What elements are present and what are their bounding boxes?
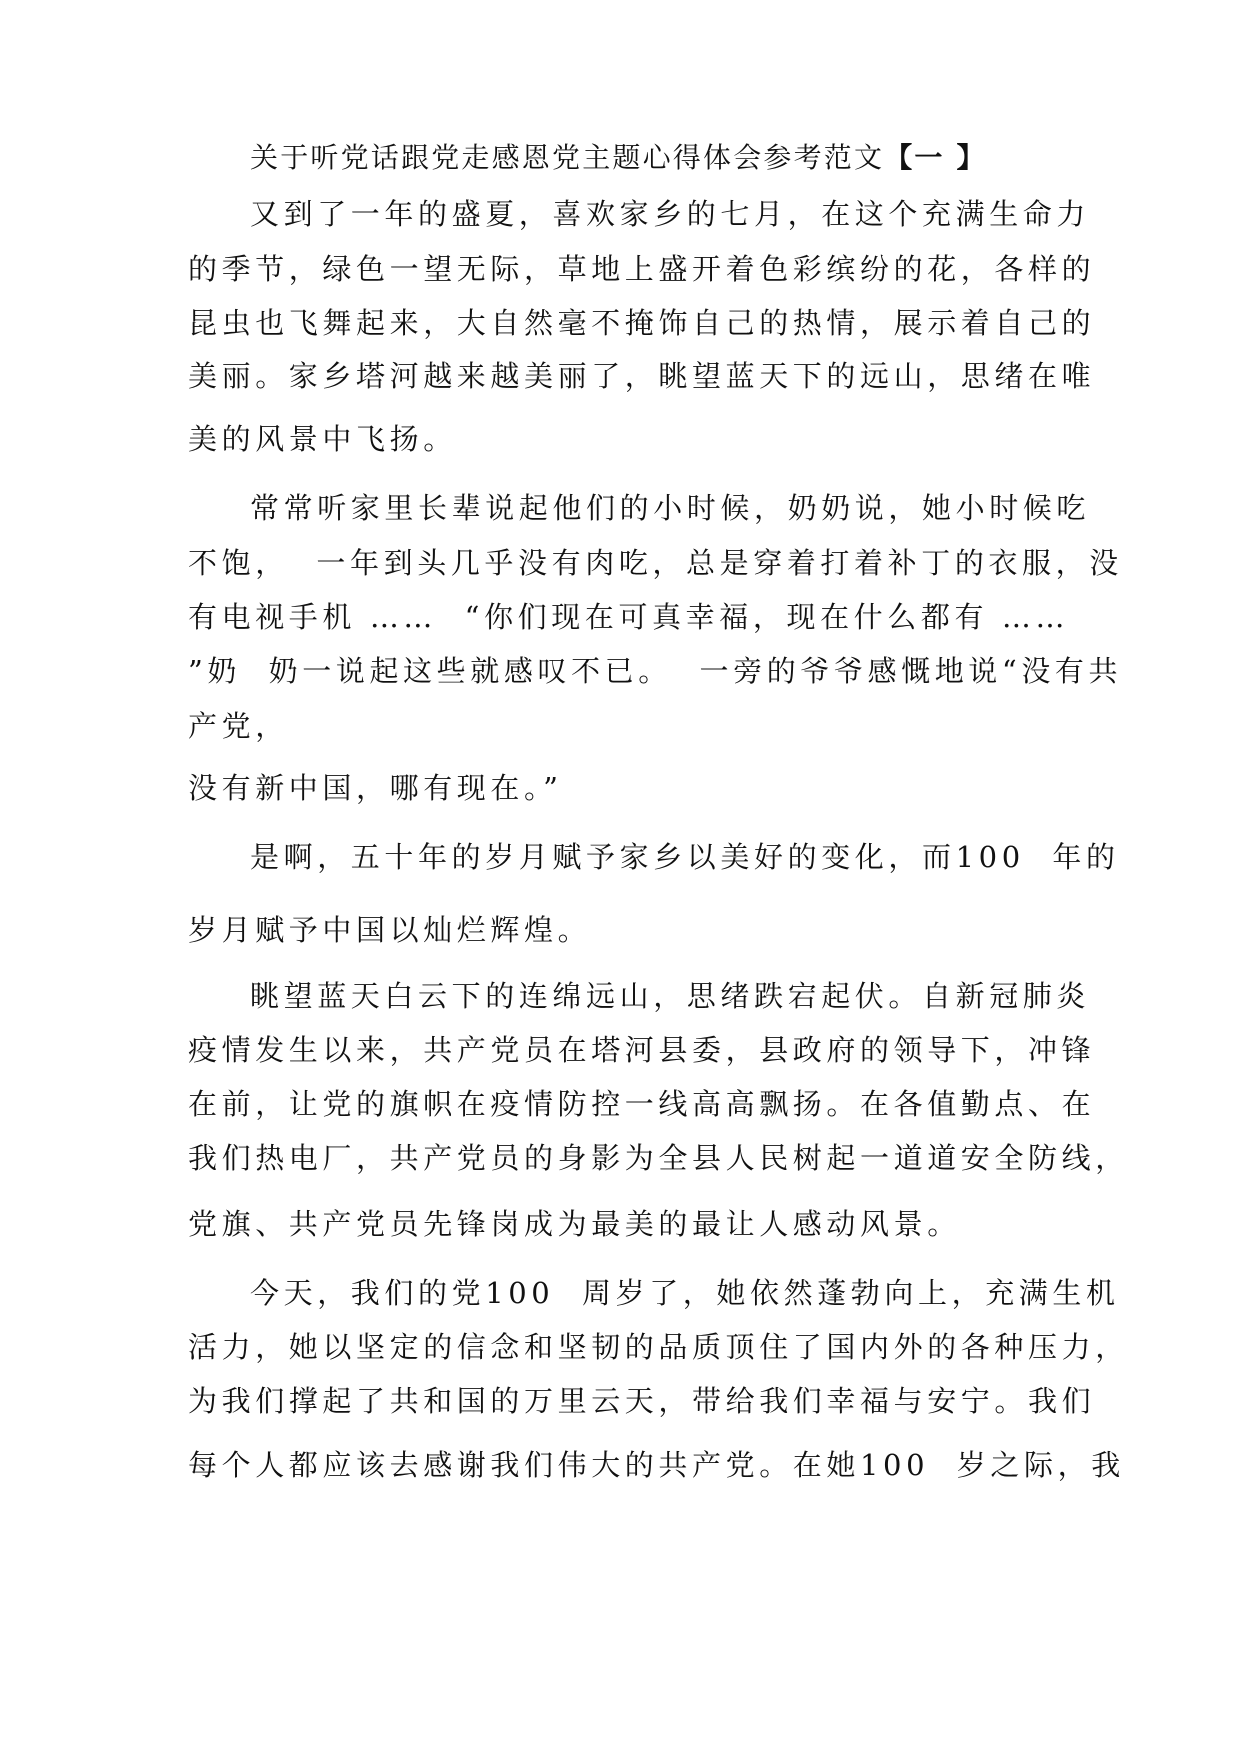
title-text: 关于听党话跟党走感恩党主题心得体会参考范文 — [250, 141, 885, 174]
paragraph-line: 是啊，五十年的岁月赋予家乡以美好的变化，而100 年的 — [250, 840, 1120, 874]
paragraph-line: 活力，她以坚定的信念和坚韧的品质顶住了国内外的各种压力， — [188, 1330, 1129, 1364]
paragraph-line: 常常听家里长辈说起他们的小时候，奶奶说，她小时候吃 — [250, 491, 1091, 525]
paragraph-line: ”奶 奶一说起这些就感叹不已。 一旁的爷爷感慨地说“没有共 — [188, 654, 1123, 688]
paragraph-line: 不饱， 一年到头几乎没有肉吃，总是穿着打着补丁的衣服，没 — [188, 546, 1123, 580]
paragraph-line: 我们热电厂，共产党员的身影为全县人民树起一道道安全防线， — [188, 1141, 1129, 1175]
paragraph-line: 每个人都应该去感谢我们伟大的共产党。在她100 岁之际，我 — [188, 1448, 1125, 1482]
paragraph-line: 为我们撑起了共和国的万里云天，带给我们幸福与安宁。我们 — [188, 1384, 1096, 1418]
document-title — [250, 140, 987, 176]
paragraph-line: 产党， — [188, 709, 289, 743]
paragraph-line: 又到了一年的盛夏，喜欢家乡的七月，在这个充满生命力 — [250, 197, 1091, 231]
paragraph-line: 的季节，绿色一望无际，草地上盛开着色彩缤纷的花，各样的 — [188, 252, 1096, 286]
paragraph-line: 今天，我们的党100 周岁了，她依然蓬勃向上，充满生机 — [250, 1276, 1120, 1310]
paragraph-line: 疫情发生以来，共产党员在塔河县委，县政府的领导下，冲锋 — [188, 1033, 1096, 1067]
paragraph-line: 在前，让党的旗帜在疫情防控一线高高飘扬。在各值勤点、在 — [188, 1087, 1096, 1121]
paragraph-line: 有电视手机 …… “你们现在可真幸福，现在什么都有 …… — [188, 600, 1070, 634]
paragraph-line: 昆虫也飞舞起来，大自然毫不掩饰自己的热情，展示着自己的 — [188, 306, 1096, 340]
paragraph-line: 没有新中国，哪有现在。” — [188, 771, 563, 805]
paragraph-line: 岁月赋予中国以灿烂辉煌。 — [188, 913, 592, 947]
paragraph-line: 美丽。家乡塔河越来越美丽了，眺望蓝天下的远山，思绪在唯 — [188, 359, 1096, 393]
paragraph-line: 美的风景中飞扬。 — [188, 422, 457, 456]
title-section-marker: 【一 】 — [884, 141, 987, 174]
paragraph-line: 眺望蓝天白云下的连绵远山，思绪跌宕起伏。自新冠肺炎 — [250, 979, 1091, 1013]
paragraph-line: 党旗、共产党员先锋岗成为最美的最让人感动风景。 — [188, 1207, 961, 1241]
